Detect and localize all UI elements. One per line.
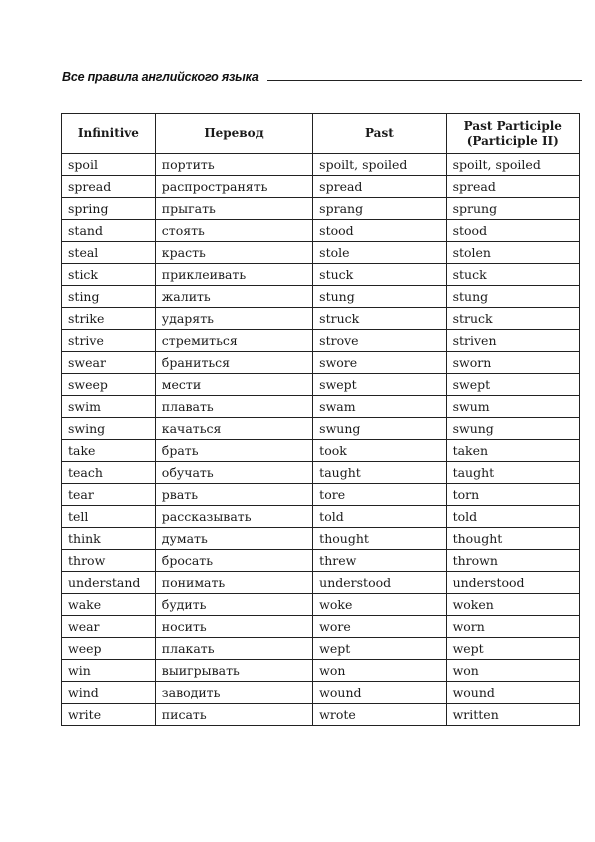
past-cell: stung (313, 286, 446, 308)
translation-cell: рассказывать (155, 506, 312, 528)
table-row (62, 154, 580, 176)
past-participle-cell: told (446, 506, 579, 528)
past-participle-cell: understood (446, 572, 579, 594)
past-participle-cell: woken (446, 594, 579, 616)
page-header (62, 64, 582, 84)
past-participle-cell: stuck (446, 264, 579, 286)
infinitive-cell: stick (62, 264, 156, 286)
infinitive-cell: swear (62, 352, 156, 374)
past-participle-cell: stood (446, 220, 579, 242)
table-row (62, 396, 580, 418)
table-row (62, 594, 580, 616)
past-cell: stuck (313, 264, 446, 286)
translation-cell: красть (155, 242, 312, 264)
translation-cell: выигрывать (155, 660, 312, 682)
past-cell: thought (313, 528, 446, 550)
past-cell: woke (313, 594, 446, 616)
past-cell: struck (313, 308, 446, 330)
participle-ii-label: (Participle II) (466, 133, 559, 148)
translation-cell: стоять (155, 220, 312, 242)
past-participle-cell: worn (446, 616, 579, 638)
past-cell: wore (313, 616, 446, 638)
translation-cell: жалить (155, 286, 312, 308)
past-participle-cell: struck (446, 308, 579, 330)
infinitive-cell: wear (62, 616, 156, 638)
translation-cell: качаться (155, 418, 312, 440)
translation-cell: бросать (155, 550, 312, 572)
infinitive-cell: spread (62, 176, 156, 198)
table-row (62, 330, 580, 352)
table-row (62, 198, 580, 220)
table-body (62, 154, 580, 726)
infinitive-cell: wake (62, 594, 156, 616)
past-cell: taught (313, 462, 446, 484)
table-row (62, 462, 580, 484)
column-header-infinitive: Infinitive (62, 114, 156, 154)
past-participle-cell: stolen (446, 242, 579, 264)
past-cell: understood (313, 572, 446, 594)
past-cell: sprang (313, 198, 446, 220)
header-row (62, 114, 580, 154)
table-row (62, 418, 580, 440)
past-participle-cell: wound (446, 682, 579, 704)
infinitive-cell: throw (62, 550, 156, 572)
translation-cell: рвать (155, 484, 312, 506)
column-header-translation: Перевод (155, 114, 312, 154)
translation-cell: обучать (155, 462, 312, 484)
past-participle-cell: thrown (446, 550, 579, 572)
table-row (62, 176, 580, 198)
past-participle-cell: spoilt, spoiled (446, 154, 579, 176)
past-cell: took (313, 440, 446, 462)
past-cell: won (313, 660, 446, 682)
past-cell: wrote (313, 704, 446, 726)
infinitive-cell: win (62, 660, 156, 682)
translation-cell: писать (155, 704, 312, 726)
translation-cell: понимать (155, 572, 312, 594)
infinitive-cell: strive (62, 330, 156, 352)
past-participle-label: Past Participle (463, 118, 562, 133)
translation-cell: ударять (155, 308, 312, 330)
past-cell: swept (313, 374, 446, 396)
irregular-verbs-table (61, 113, 580, 726)
infinitive-cell: teach (62, 462, 156, 484)
translation-cell: плакать (155, 638, 312, 660)
table-row (62, 506, 580, 528)
table-row (62, 220, 580, 242)
past-cell: told (313, 506, 446, 528)
translation-cell: стремиться (155, 330, 312, 352)
table-row (62, 682, 580, 704)
past-cell: threw (313, 550, 446, 572)
past-participle-cell: won (446, 660, 579, 682)
infinitive-cell: swing (62, 418, 156, 440)
past-participle-cell: sprung (446, 198, 579, 220)
table-header (62, 114, 580, 154)
past-cell: stole (313, 242, 446, 264)
past-participle-cell: swung (446, 418, 579, 440)
page-title: Все правила английского языка (62, 70, 259, 84)
infinitive-cell: write (62, 704, 156, 726)
translation-cell: прыгать (155, 198, 312, 220)
table-row (62, 550, 580, 572)
infinitive-cell: take (62, 440, 156, 462)
past-cell: stood (313, 220, 446, 242)
translation-cell: думать (155, 528, 312, 550)
table-row (62, 374, 580, 396)
past-cell: wound (313, 682, 446, 704)
header-rule (267, 80, 582, 81)
past-participle-cell: sworn (446, 352, 579, 374)
past-cell: swam (313, 396, 446, 418)
infinitive-cell: spring (62, 198, 156, 220)
past-participle-cell: taught (446, 462, 579, 484)
infinitive-cell: steal (62, 242, 156, 264)
past-participle-cell: taken (446, 440, 579, 462)
column-header-past-participle (446, 114, 579, 154)
translation-cell: будить (155, 594, 312, 616)
table-row (62, 660, 580, 682)
infinitive-cell: tear (62, 484, 156, 506)
infinitive-cell: swim (62, 396, 156, 418)
infinitive-cell: tell (62, 506, 156, 528)
infinitive-cell: sting (62, 286, 156, 308)
translation-cell: заводить (155, 682, 312, 704)
past-participle-cell: swum (446, 396, 579, 418)
past-cell: spread (313, 176, 446, 198)
past-cell: tore (313, 484, 446, 506)
infinitive-cell: spoil (62, 154, 156, 176)
infinitive-cell: wind (62, 682, 156, 704)
infinitive-cell: sweep (62, 374, 156, 396)
past-participle-cell: written (446, 704, 579, 726)
infinitive-cell: strike (62, 308, 156, 330)
table-row (62, 242, 580, 264)
table-row (62, 572, 580, 594)
table-row (62, 528, 580, 550)
table-row (62, 352, 580, 374)
translation-cell: приклеивать (155, 264, 312, 286)
infinitive-cell: stand (62, 220, 156, 242)
past-cell: wept (313, 638, 446, 660)
translation-cell: браниться (155, 352, 312, 374)
table-row (62, 440, 580, 462)
past-cell: spoilt, spoiled (313, 154, 446, 176)
translation-cell: распространять (155, 176, 312, 198)
past-participle-cell: stung (446, 286, 579, 308)
table-row (62, 616, 580, 638)
infinitive-cell: understand (62, 572, 156, 594)
infinitive-cell: weep (62, 638, 156, 660)
past-cell: swung (313, 418, 446, 440)
table-row (62, 308, 580, 330)
table-row (62, 286, 580, 308)
infinitive-cell: think (62, 528, 156, 550)
translation-cell: портить (155, 154, 312, 176)
translation-cell: плавать (155, 396, 312, 418)
past-cell: swore (313, 352, 446, 374)
table-row (62, 264, 580, 286)
past-participle-cell: wept (446, 638, 579, 660)
past-participle-cell: torn (446, 484, 579, 506)
translation-cell: носить (155, 616, 312, 638)
past-participle-cell: spread (446, 176, 579, 198)
translation-cell: мести (155, 374, 312, 396)
past-participle-cell: striven (446, 330, 579, 352)
column-header-past: Past (313, 114, 446, 154)
past-participle-cell: thought (446, 528, 579, 550)
past-participle-cell: swept (446, 374, 579, 396)
past-cell: strove (313, 330, 446, 352)
translation-cell: брать (155, 440, 312, 462)
table-row (62, 484, 580, 506)
table-row (62, 638, 580, 660)
table-row (62, 704, 580, 726)
